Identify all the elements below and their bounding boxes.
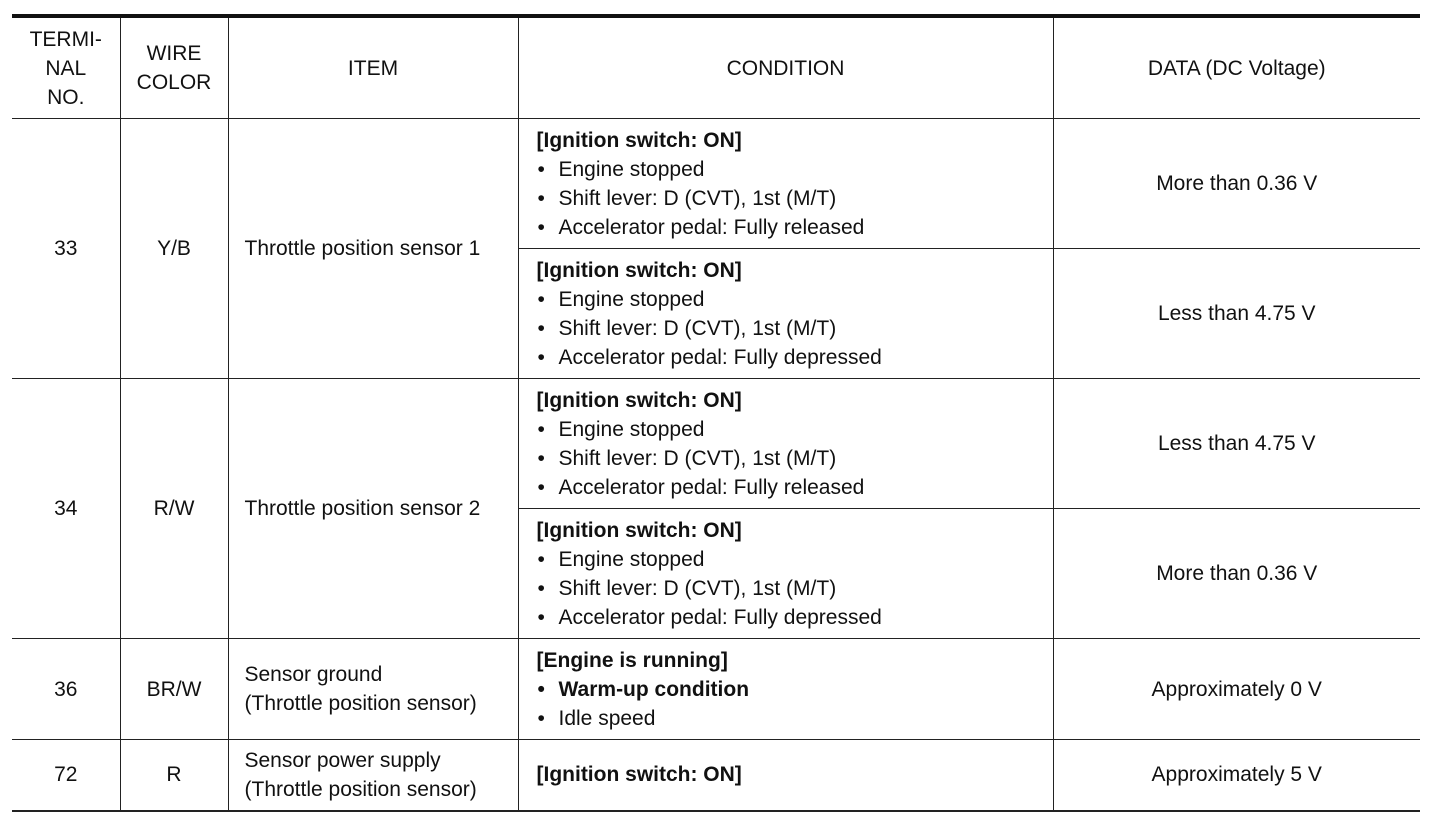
condition-cell [518,509,1053,639]
data-value: Less than 4.75 V [1053,249,1420,379]
table-row [12,740,1420,811]
table-row [12,119,1420,249]
item-cell [228,379,518,639]
condition-bullet: • Engine stopped [537,415,1043,444]
condition-title: [Ignition switch: ON] [536,518,742,542]
item-text: Sensor ground [244,663,383,686]
data-value: Approximately 0 V [1053,639,1420,740]
data-value: More than 0.36 V [1053,509,1420,639]
condition-title: [Ignition switch: ON] [536,128,742,152]
terminal-number: 72 [12,740,120,811]
header-condition: CONDITION [518,16,1053,119]
item-cell [228,740,518,811]
condition-bullet: • Engine stopped [537,545,1043,574]
header-row [12,16,1420,119]
terminal-number: 36 [12,639,120,740]
condition-bullets [537,155,1043,242]
header-data: DATA (DC Voltage) [1053,16,1420,119]
item-text: Sensor power supply [244,748,441,772]
condition-title: [Ignition switch: ON] [536,258,742,282]
condition-title: [Ignition switch: ON] [536,763,742,787]
condition-bullet: • Shift lever: D (CVT), 1st (M/T) [537,184,1043,213]
condition-cell [518,119,1053,249]
condition-cell [518,740,1053,811]
item-text: Throttle position sensor 2 [244,497,481,520]
condition-bullets [537,545,1043,632]
data-value: More than 0.36 V [1053,119,1420,249]
condition-cell [518,639,1053,740]
condition-bullet: • Shift lever: D (CVT), 1st (M/T) [537,314,1043,343]
terminal-data-table-container [12,14,1420,812]
data-value: Less than 4.75 V [1053,379,1420,509]
condition-bullet: • Engine stopped [537,155,1043,184]
condition-bullet: • Engine stopped [537,285,1043,314]
condition-bullet: • Accelerator pedal: Fully released [537,473,1043,502]
condition-title: [Engine is running] [536,648,728,672]
wire-color: R/W [120,379,228,639]
condition-bullet: • Accelerator pedal: Fully depressed [537,343,1043,372]
header-terminal: TERMI- NAL NO. [12,16,120,119]
condition-title: [Ignition switch: ON] [536,388,742,412]
condition-bullet: • Idle speed [537,704,1043,733]
condition-cell [518,249,1053,379]
condition-bullet: • Shift lever: D (CVT), 1st (M/T) [537,444,1043,473]
terminal-number: 33 [12,119,120,379]
condition-bullets [537,415,1043,502]
item-text: (Throttle position sensor) [244,777,477,801]
item-cell [228,119,518,379]
condition-bullet: • Accelerator pedal: Fully depressed [537,603,1043,632]
condition-bullet: • Warm-up condition [537,675,1043,704]
data-value: Approximately 5 V [1053,740,1420,811]
wire-color: Y/B [120,119,228,379]
condition-bullets [537,675,1043,733]
table-body [12,119,1420,811]
condition-bullet: • Shift lever: D (CVT), 1st (M/T) [537,574,1043,603]
terminal-data-table [12,14,1420,812]
header-item: ITEM [228,16,518,119]
item-cell [228,639,518,740]
table-row [12,379,1420,509]
item-text: (Throttle position sensor) [244,692,477,715]
header-wire-color: WIRE COLOR [120,16,228,119]
wire-color: BR/W [120,639,228,740]
item-text: Throttle position sensor 1 [244,237,481,260]
wire-color: R [120,740,228,811]
table-row [12,639,1420,740]
condition-bullet: • Accelerator pedal: Fully released [537,213,1043,242]
terminal-number: 34 [12,379,120,639]
condition-cell [518,379,1053,509]
condition-bullets [537,285,1043,372]
